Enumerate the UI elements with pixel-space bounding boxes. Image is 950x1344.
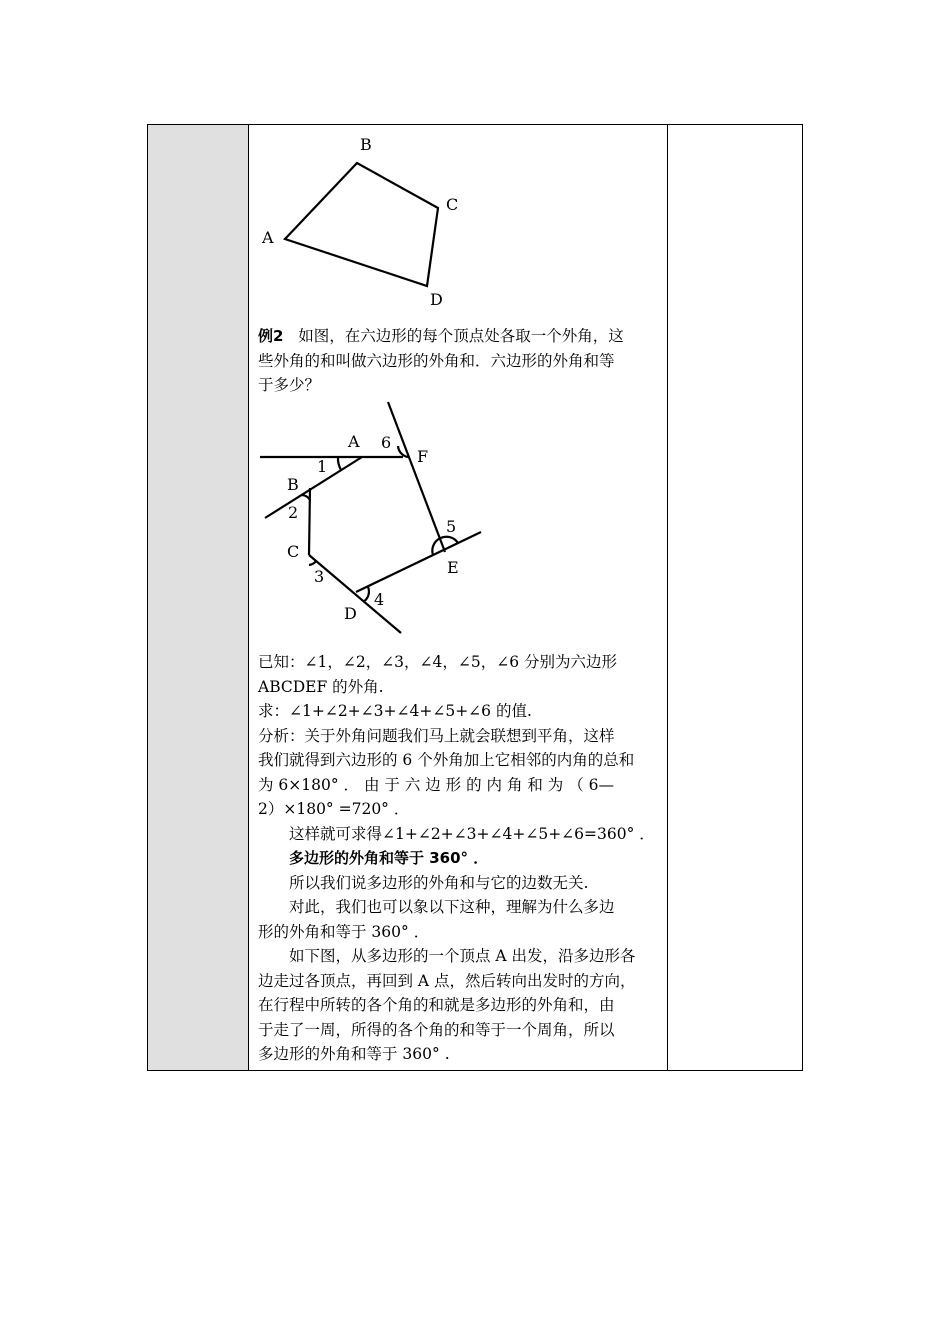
hexagon-figure [250,395,500,640]
also-line-1: 对此，我们也可以象以下这种，理解为什么多边 [289,898,615,916]
walk-line-2: 边走过各顶点，再回到 A 点，然后转向出发时的方向， [258,971,636,990]
example-2-text-1: 如图，在六边形的每个顶点处各取一个外角，这 [298,327,624,345]
angle-arc-1 [338,457,341,470]
angle-arc-2 [301,495,310,500]
vertex-label-b: B [287,475,299,494]
example-2-heading: 例2 [258,327,284,345]
extended-side-de [356,532,481,592]
angle-label-2: 2 [288,503,299,522]
walk-line-3: 在行程中所转的各个角的和就是多边形的外角和，由 [258,996,615,1014]
walk-line-5: 多边形的外角和等于 360° . [258,1045,450,1063]
example-2 [258,324,660,398]
analysis-line-1: 分析：关于外角问题我们马上就会联想到平角，这样 [258,726,615,745]
so-line: 所以我们说多边形的外角和与它的边数无关. [289,873,589,892]
angle-label-5: 5 [446,517,457,536]
analysis-line-3: 为 6×180° ． 由 于 六 边 形 的 内 角 和 为 （ 6— [258,775,615,794]
vertex-label-c: C [287,542,300,561]
angle-label-1: 1 [317,457,328,476]
right-column-divider [667,125,668,1070]
analysis-line-2: 我们就得到六边形的 6 个外角加上它相邻的内角的总和 [258,751,635,769]
vertex-label-e: E [447,558,459,577]
extended-side-ef [388,402,445,552]
angle-label-4: 4 [374,590,385,609]
example-2-line-2: 些外角的和叫做六边形的外角和．六边形的外角和等 [258,351,615,370]
quadrilateral-figure [250,130,470,315]
angle-label-6: 6 [381,433,392,452]
vertex-label-a: A [262,228,274,247]
vertex-label-a: A [348,432,360,451]
vertex-label-c: C [446,195,459,214]
vertex-label-d: D [344,604,357,623]
left-column [148,125,249,1070]
given-line-2: ABCDEF 的外角. [258,677,384,696]
conclusion-line: 多边形的外角和等于 360° ． [289,849,489,867]
vertex-label-b: B [360,135,372,154]
vertex-label-f: F [417,447,429,466]
example-2-line-3: 于多少？ [258,376,321,394]
extended-side-ab [265,457,362,518]
angle-arc-3 [309,561,316,565]
example-2-line-1 [258,324,660,349]
result-line: 这样就可求得∠1+∠2+∠3+∠4+∠5+∠6=360° ． [289,824,655,843]
vertex-label-d: D [430,290,443,309]
walk-line-1: 如下图，从多边形的一个顶点 A 出发，沿多边形各 [289,947,636,965]
find-line: 求：∠1+∠2+∠3+∠4+∠5+∠6 的值. [258,702,532,720]
analysis-line-4: 2）×180° =720° ． [258,800,410,818]
given-line-1: 已知：∠1，∠2，∠3，∠4，∠5，∠6 分别为六边形 [258,653,618,671]
quadrilateral-abcd [285,163,438,286]
angle-label-3: 3 [314,567,325,586]
solution-text [258,650,660,1067]
also-line-2: 形的外角和等于 360° ． [258,922,430,941]
walk-line-4: 于走了一周，所得的各个角的和等于一个周角，所以 [258,1020,615,1039]
